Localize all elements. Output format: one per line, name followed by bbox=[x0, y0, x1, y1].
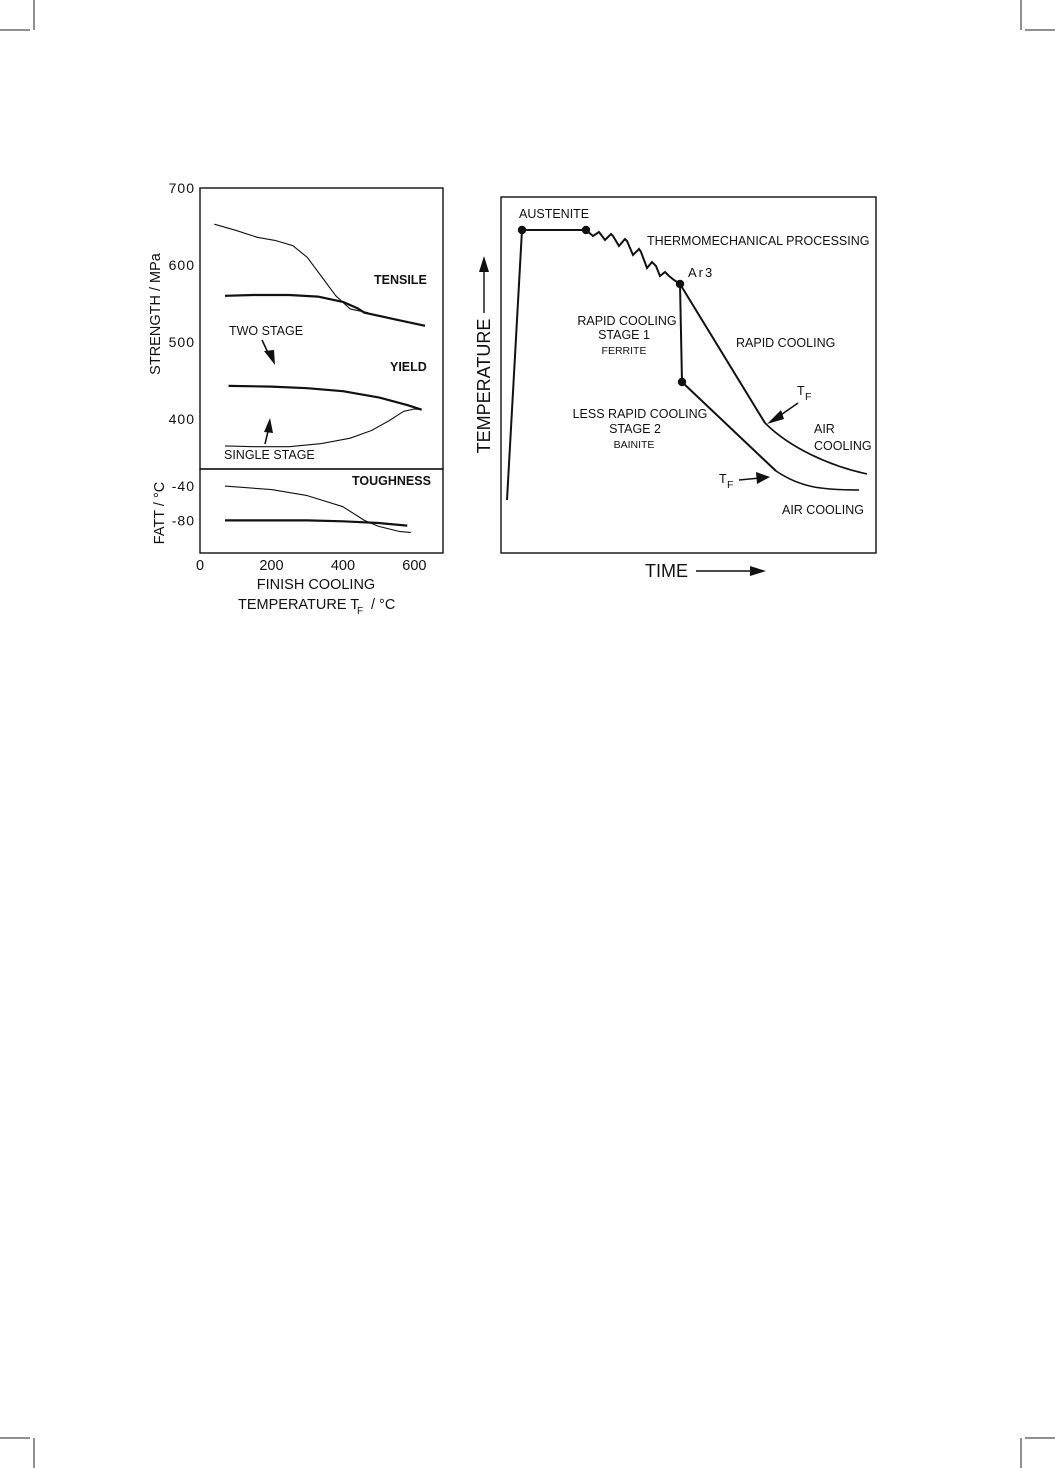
rapid-cooling-curve bbox=[680, 284, 765, 423]
series-fatt-single-stage bbox=[225, 486, 411, 532]
process-diagram bbox=[474, 197, 876, 581]
strength-y-tick: 500 bbox=[168, 333, 195, 350]
x-axis-label-unit: / °C bbox=[371, 597, 396, 613]
series-tensile-two-stage bbox=[225, 295, 425, 326]
x-axis-label-line2 bbox=[238, 597, 395, 617]
ar3-point bbox=[676, 280, 684, 288]
air-cooling-2-label: AIR COOLING bbox=[782, 503, 864, 517]
stage2-less-rapid-cooling-curve bbox=[682, 382, 776, 471]
time-axis-arrow bbox=[696, 566, 766, 576]
yield-label: YIELD bbox=[390, 360, 427, 374]
series-fatt-two-stage bbox=[225, 520, 407, 525]
time-axis-label: TIME bbox=[645, 561, 688, 581]
rapid-cooling-stage1-line1: RAPID COOLING bbox=[577, 314, 677, 328]
bainite-label: BAINITE bbox=[613, 439, 655, 451]
x-axis-label-subscript: F bbox=[357, 606, 364, 617]
tf-label-2: T bbox=[719, 472, 727, 486]
x-tick: 600 bbox=[402, 558, 427, 574]
less-rapid-cooling-line2: STAGE 2 bbox=[609, 422, 661, 436]
single-stage-arrow bbox=[264, 418, 273, 444]
toughness-label: TOUGHNESS bbox=[352, 474, 431, 488]
stage1-rapid-cooling-curve bbox=[680, 284, 682, 382]
thermo-start-point bbox=[582, 226, 590, 234]
x-tick: 400 bbox=[330, 558, 356, 574]
temperature-axis-label: TEMPERATURE bbox=[474, 318, 494, 454]
stage1-end-point bbox=[678, 378, 686, 386]
tf-arrow-2 bbox=[739, 472, 770, 484]
x-axis-ticks bbox=[196, 558, 427, 574]
ar3-label: Ar3 bbox=[688, 265, 715, 280]
x-axis-label-main: TEMPERATURE T bbox=[238, 597, 360, 613]
air-cooling-curve-2 bbox=[776, 471, 859, 490]
tf-arrow-1 bbox=[767, 403, 798, 424]
tf-label-1-subscript: F bbox=[805, 391, 812, 403]
rapid-cooling-label: RAPID COOLING bbox=[736, 336, 836, 350]
strength-chart bbox=[148, 180, 443, 469]
x-axis-label-line1: FINISH COOLING bbox=[256, 577, 376, 593]
strength-y-ticks bbox=[169, 180, 195, 427]
single-stage-annotation: SINGLE STAGE bbox=[224, 448, 315, 462]
tf-label-2-subscript: F bbox=[727, 479, 734, 491]
strength-y-tick: 700 bbox=[168, 180, 195, 196]
series-yield-single-stage bbox=[225, 409, 422, 447]
air-cooling-1-line1: AIR bbox=[814, 422, 835, 436]
toughness-y-ticks bbox=[172, 478, 195, 528]
air-cooling-1-line2: COOLING bbox=[814, 439, 872, 453]
rapid-cooling-stage1-line2: STAGE 1 bbox=[598, 328, 650, 342]
two-stage-annotation: TWO STAGE bbox=[229, 324, 304, 338]
strength-y-tick: 400 bbox=[168, 410, 195, 427]
toughness-y-axis-label: FATT / °C bbox=[152, 481, 168, 545]
strength-y-axis-label: STRENGTH / MPa bbox=[148, 253, 164, 375]
x-tick: 200 bbox=[259, 558, 284, 574]
process-frame bbox=[501, 197, 876, 553]
austenite-label: AUSTENITE bbox=[519, 207, 590, 221]
austenite-point bbox=[518, 226, 526, 234]
temperature-axis-arrow bbox=[479, 256, 489, 313]
x-tick: 0 bbox=[195, 558, 205, 574]
tf-label-1: T bbox=[797, 384, 805, 398]
series-tensile-single-stage bbox=[214, 224, 368, 313]
toughness-y-tick: -40 bbox=[171, 478, 195, 495]
toughness-y-tick: -80 bbox=[171, 512, 195, 529]
strength-y-tick: 600 bbox=[168, 256, 195, 273]
two-stage-arrow bbox=[262, 340, 275, 365]
less-rapid-cooling-line1: LESS RAPID COOLING bbox=[572, 407, 708, 421]
ferrite-label: FERRITE bbox=[601, 345, 647, 357]
toughness-series bbox=[225, 486, 411, 532]
tensile-label: TENSILE bbox=[374, 273, 427, 287]
toughness-chart bbox=[152, 469, 443, 553]
thermomechanical-label: THERMOMECHANICAL PROCESSING bbox=[647, 234, 870, 248]
process-curve-main bbox=[507, 230, 680, 500]
series-yield-two-stage bbox=[229, 386, 422, 410]
